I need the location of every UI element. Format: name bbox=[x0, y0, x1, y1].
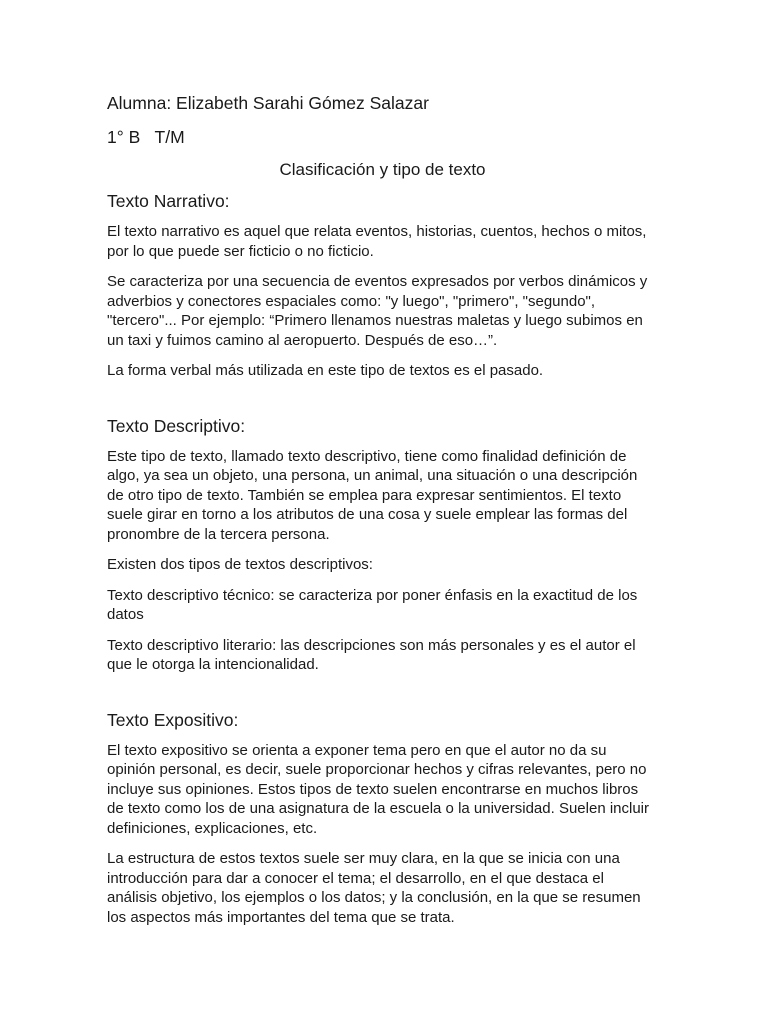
section-expositivo bbox=[107, 709, 658, 928]
section-narrativo bbox=[107, 190, 658, 381]
paragraph: El texto narrativo es aquel que relata eventos, historias, cuentos, hechos o mitos, por lo que puede ser ficticio o no ficticio. bbox=[107, 223, 647, 260]
paragraph: Existen dos tipos de textos descriptivos: bbox=[107, 556, 373, 573]
section-heading: Texto Narrativo: bbox=[107, 191, 230, 211]
section-heading: Texto Descriptivo: bbox=[107, 415, 246, 436]
section-heading: Texto Expositivo: bbox=[107, 709, 239, 730]
paragraph: Se caracteriza por una secuencia de eventos expresados por verbos dinámicos y adverbios y conectores espaciales como: "y luego", "primero", "segundo", "tercero"... Por ejemplo: “Primero llenamos nuestras maletas y luego subimos en un taxi y fuimos camino al aeropuerto. Después de eso…”. bbox=[107, 273, 648, 349]
student-name: Alumna: Elizabeth Sarahi Gómez Salazar bbox=[107, 93, 429, 113]
paragraph: El texto expositivo se orienta a exponer tema pero en que el autor no da su opinión personal, es decir, suele proporcionar hechos y cifras relevantes, pero no incluye sus opiniones. Estos tipos de texto suelen encontrarse en muchos libros de texto como los de una asignatura de la escuela o la universidad. Suelen incluir definiciones, explicaciones, etc. bbox=[107, 741, 650, 837]
paragraph: La forma verbal más utilizada en este tipo de textos es el pasado. bbox=[107, 362, 544, 379]
paragraph: Texto descriptivo literario: las descripciones son más personales y es el autor el que le otorga la intencionalidad. bbox=[107, 636, 636, 673]
grade-group: 1° B T/M bbox=[107, 127, 185, 147]
paragraph: La estructura de estos textos suele ser muy clara, en la que se inicia con una introducción para dar a conocer el tema; el desarrollo, en el que destaca el análisis objetivo, los ejemplos o los datos; y la conclusión, en la que se resumen los aspectos más importantes del tema que se trata. bbox=[107, 850, 641, 926]
document-title: Clasificación y tipo de texto bbox=[279, 160, 486, 179]
section-descriptivo bbox=[107, 415, 658, 675]
paragraph: Este tipo de texto, llamado texto descriptivo, tiene como finalidad definición de algo, ya sea un objeto, una persona, un animal, una situación o una descripción de otro tipo de texto. También se emplea para expresar sentimientos. El texto suele girar en torno a los atributos de una cosa y suele emplear las formas del pronombre de la tercera persona. bbox=[107, 447, 638, 543]
paragraph: Texto descriptivo técnico: se caracteriza por poner énfasis en la exactitud de los datos bbox=[107, 586, 638, 623]
